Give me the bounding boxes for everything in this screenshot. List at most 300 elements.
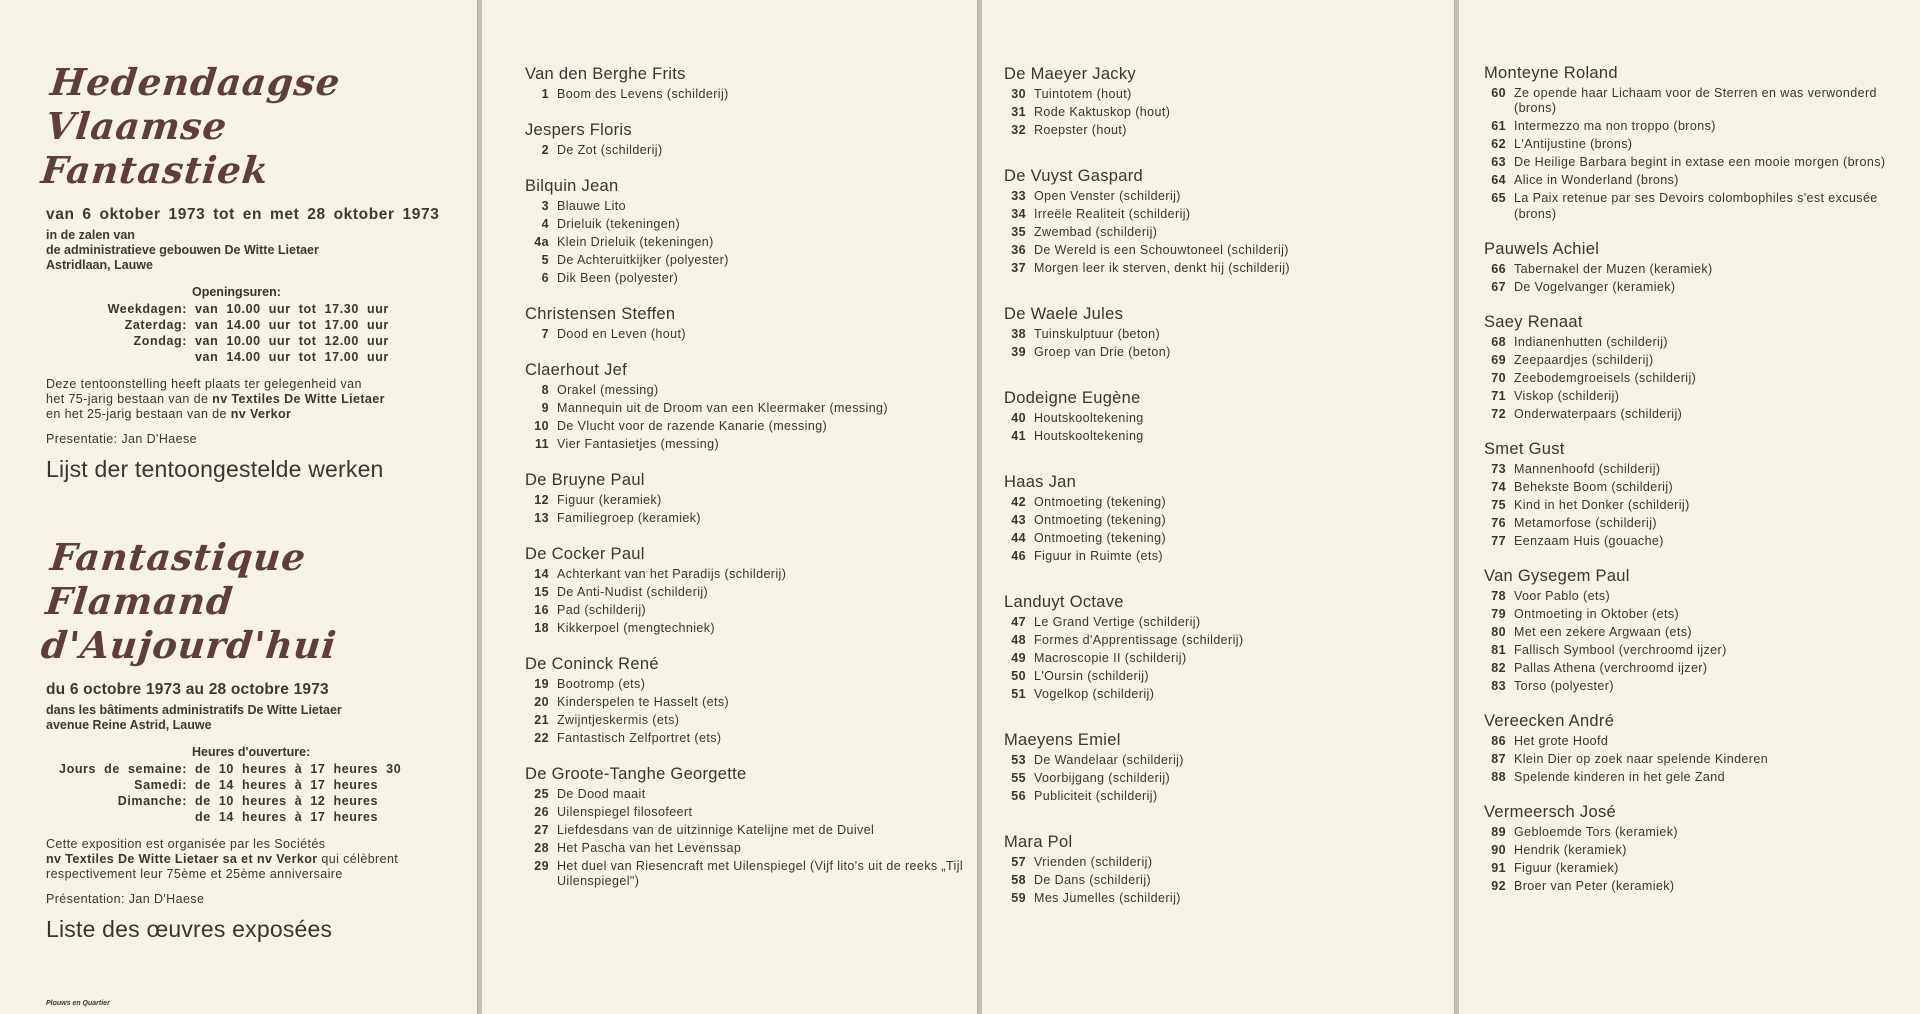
work-item — [525, 731, 965, 747]
work-title: Met een zekere Argwaan (ets) — [1514, 624, 1692, 639]
work-item — [525, 217, 965, 233]
work-title: L'Oursin (schilderij) — [1034, 668, 1149, 683]
catalogue-number: 46 — [1011, 548, 1026, 563]
artist-name: Van Gysegem Paul — [1484, 567, 1630, 585]
occasion-line: en het 25-jarig bestaan van de — [46, 407, 231, 421]
catalogue-number: 81 — [1491, 642, 1506, 657]
work-title: La Paix retenue par ses Devoirs colombophiles s'est excusée (brons) — [1514, 191, 1878, 221]
work-item — [1004, 345, 1444, 361]
catalogue-number: 28 — [534, 840, 549, 855]
hours-value: van 10.00 uur tot 17.30 uur — [195, 302, 389, 316]
work-item — [1484, 825, 1914, 841]
work-item — [525, 677, 965, 693]
work-item — [525, 437, 965, 453]
work-title: Publiciteit (schilderij) — [1034, 788, 1158, 803]
catalogue-number: 11 — [534, 436, 549, 451]
exhibition-dates: du 6 octobre 1973 au 28 octobre 1973 — [46, 681, 329, 698]
work-item — [1484, 191, 1914, 222]
dutch-intro — [39, 60, 446, 483]
work-title: Drieluik (tekeningen) — [557, 216, 681, 231]
work-title: Zwijntjeskermis (ets) — [557, 712, 680, 727]
catalogue-number: 55 — [1011, 770, 1026, 785]
work-item — [1484, 262, 1914, 278]
work-title: Figuur in Ruimte (ets) — [1034, 548, 1163, 563]
work-item — [1484, 389, 1914, 405]
work-title: Familiegroep (keramiek) — [557, 510, 701, 525]
work-title: Irreële Realiteit (schilderij) — [1034, 206, 1191, 221]
work-title: Vier Fantasietjes (messing) — [557, 436, 720, 451]
work-item — [1484, 589, 1914, 605]
opening-hours-table — [46, 761, 401, 825]
artist-name: Vereecken André — [1484, 712, 1615, 730]
catalogue-number: 8 — [541, 382, 549, 397]
work-title: Zeebodemgroeisels (schilderij) — [1514, 370, 1697, 385]
hours-label: Dimanche: — [117, 794, 187, 808]
work-item — [1484, 353, 1914, 369]
catalogue-number: 33 — [1011, 188, 1026, 203]
catalogue-number: 29 — [534, 858, 549, 873]
artist-entry — [1004, 592, 1444, 702]
work-title: Zwembad (schilderij) — [1034, 224, 1158, 239]
artist-entry — [525, 654, 965, 746]
company-names: nv Textiles De Witte Lietaer sa et nv Verkor — [46, 852, 318, 866]
hours-row — [46, 349, 389, 365]
catalogue-number: 87 — [1491, 751, 1506, 766]
hours-row — [46, 317, 389, 333]
work-title: Fallisch Symbool (verchroomd ijzer) — [1514, 642, 1727, 657]
hours-value: de 14 heures à 17 heures — [195, 778, 379, 792]
work-title: Morgen leer ik sterven, denkt hij (schilderij) — [1034, 260, 1290, 275]
artist-entry — [525, 764, 965, 890]
catalogue-number: 12 — [534, 492, 549, 507]
catalogue-number: 34 — [1011, 206, 1026, 221]
artist-entry — [1484, 439, 1914, 549]
artist-entry — [1484, 802, 1914, 894]
artist-name: Dodeigne Eugène — [1004, 389, 1141, 407]
occasion-line: qui célèbrent — [317, 852, 399, 866]
catalogue-number: 22 — [534, 730, 549, 745]
opening-hours-heading: Heures d'ouverture: — [192, 745, 311, 759]
work-title: Formes d'Apprentissage (schilderij) — [1034, 632, 1244, 647]
venue-line: avenue Reine Astrid, Lauwe — [46, 718, 212, 732]
work-item — [1484, 498, 1914, 514]
work-item — [525, 401, 965, 417]
work-title: Le Grand Vertige (schilderij) — [1034, 614, 1201, 629]
work-title: Het grote Hoofd — [1514, 733, 1609, 748]
catalogue-number: 47 — [1011, 614, 1026, 629]
catalogue-number: 64 — [1491, 173, 1506, 187]
work-item — [1484, 625, 1914, 641]
catalogue-number: 5 — [541, 252, 549, 267]
catalogue-number: 80 — [1491, 624, 1506, 639]
catalogue-number: 48 — [1011, 632, 1026, 647]
hours-value: van 10.00 uur tot 12.00 uur — [195, 334, 389, 348]
artist-entry — [525, 176, 965, 286]
hours-label: Jours de semaine: — [59, 762, 187, 776]
work-title: De Vlucht voor de razende Kanarie (messing) — [557, 418, 828, 433]
catalogue-number: 32 — [1011, 122, 1026, 137]
work-item — [1484, 843, 1914, 859]
work-item — [1484, 137, 1914, 153]
work-item — [1004, 123, 1444, 139]
work-title: Achterkant van het Paradijs (schilderij) — [557, 566, 787, 581]
work-title: Kinderspelen te Hasselt (ets) — [557, 694, 730, 709]
artist-entry — [525, 120, 965, 158]
artist-name: Jespers Floris — [525, 121, 632, 139]
hours-value: van 14.00 uur tot 17.00 uur — [195, 350, 389, 364]
artist-name: De Bruyne Paul — [525, 471, 645, 489]
venue — [46, 228, 446, 273]
catalogue-number: 27 — [534, 822, 549, 837]
work-item — [1484, 407, 1914, 423]
work-item — [525, 603, 965, 619]
work-item — [1484, 516, 1914, 532]
venue-line: de administratieve gebouwen De Witte Lietaer — [46, 243, 319, 257]
artist-entry — [1004, 832, 1444, 906]
company-name: nv Verkor — [230, 407, 292, 421]
work-item — [1004, 855, 1444, 871]
work-item — [1004, 651, 1444, 667]
work-title: Rode Kaktuskop (hout) — [1034, 104, 1171, 119]
work-title: Onderwaterpaars (schilderij) — [1514, 406, 1683, 421]
work-title: Zeepaardjes (schilderij) — [1514, 352, 1654, 367]
work-item — [525, 695, 965, 711]
artist-entry — [1004, 304, 1444, 360]
work-item — [1484, 371, 1914, 387]
work-item — [1484, 734, 1914, 750]
catalogue-number: 41 — [1011, 428, 1026, 443]
work-item — [1004, 891, 1444, 907]
hours-row — [46, 333, 389, 349]
artist-entry — [1004, 64, 1444, 138]
catalogue-number: 86 — [1491, 733, 1506, 748]
hours-label: Samedi: — [134, 778, 187, 792]
work-title: Pad (schilderij) — [557, 602, 647, 617]
work-title: De Vogelvanger (keramiek) — [1514, 279, 1676, 294]
work-title: Het Pascha van het Levenssap — [557, 840, 742, 855]
work-item — [525, 859, 965, 890]
venue-line: dans les bâtiments administratifs De Witte Lietaer — [46, 703, 342, 717]
artist-name: Pauwels Achiel — [1484, 240, 1600, 258]
hours-value: de 10 heures à 17 heures 30 — [195, 762, 402, 776]
work-title: Houtskooltekening — [1034, 410, 1144, 425]
work-title: De Achteruitkijker (polyester) — [557, 252, 729, 267]
catalogue-number: 57 — [1011, 854, 1026, 869]
catalogue-number: 3 — [541, 198, 549, 213]
work-title: Broer van Peter (keramiek) — [1514, 878, 1675, 893]
catalogue-number: 39 — [1011, 344, 1026, 359]
hours-label: Zaterdag: — [124, 318, 187, 332]
work-title: Ontmoeting (tekening) — [1034, 530, 1167, 545]
work-item — [1004, 495, 1444, 511]
work-title: Houtskooltekening — [1034, 428, 1144, 443]
catalogue-number: 49 — [1011, 650, 1026, 665]
work-title: Kind in het Donker (schilderij) — [1514, 497, 1690, 512]
artist-entry — [1004, 472, 1444, 564]
artist-name: De Vuyst Gaspard — [1004, 167, 1143, 185]
work-item — [1484, 661, 1914, 677]
catalogue-number: 60 — [1491, 85, 1506, 100]
work-title: Klein Dier op zoek naar spelende Kinderen — [1514, 751, 1769, 766]
dutch-title — [39, 60, 453, 192]
work-item — [1004, 87, 1444, 103]
work-title: De Dans (schilderij) — [1034, 872, 1152, 887]
catalogue-number: 67 — [1491, 279, 1506, 294]
work-title: Ontmoeting in Oktober (ets) — [1514, 606, 1680, 621]
artist-name: Landuyt Octave — [1004, 593, 1124, 611]
catalogue-number: 10 — [534, 418, 549, 433]
artist-entry — [1484, 239, 1914, 295]
catalogue-number: 53 — [1011, 752, 1026, 767]
catalogue-column-3 — [1458, 0, 1920, 1014]
work-title: Groep van Drie (beton) — [1034, 344, 1171, 359]
work-item — [525, 199, 965, 215]
work-item — [1484, 173, 1914, 189]
work-item — [525, 327, 965, 343]
work-item — [1004, 753, 1444, 769]
work-title: Tabernakel der Muzen (keramiek) — [1514, 261, 1713, 276]
work-item — [1004, 225, 1444, 241]
work-item — [1484, 679, 1914, 695]
work-title: De Heilige Barbara begint in extase een mooie morgen (brons) — [1514, 155, 1886, 169]
catalogue-number: 88 — [1491, 769, 1506, 784]
artist-entry — [1004, 388, 1444, 444]
title-line: d'Aujourd'hui — [39, 623, 340, 667]
catalogue-number: 75 — [1491, 497, 1506, 512]
work-title: Ontmoeting (tekening) — [1034, 494, 1167, 509]
catalogue-number: 69 — [1491, 352, 1506, 367]
work-title: De Wandelaar (schilderij) — [1034, 752, 1184, 767]
catalogue-number: 4 — [541, 216, 549, 231]
catalogue-number: 90 — [1491, 842, 1506, 857]
hours-label: Weekdagen: — [107, 302, 187, 316]
catalogue-number: 70 — [1491, 370, 1506, 385]
work-item — [525, 713, 965, 729]
work-title: Mes Jumelles (schilderij) — [1034, 890, 1181, 905]
work-item — [1004, 873, 1444, 889]
work-item — [1484, 280, 1914, 296]
catalogue-number: 78 — [1491, 588, 1506, 603]
work-title: De Dood maait — [557, 786, 646, 801]
work-item — [1484, 607, 1914, 623]
opening-hours-heading: Openingsuren: — [192, 285, 281, 299]
work-title: Roepster (hout) — [1034, 122, 1127, 137]
work-item — [1004, 513, 1444, 529]
work-title: De Wereld is een Schouwtoneel (schilderij) — [1034, 242, 1289, 257]
french-intro — [39, 535, 446, 943]
work-item — [525, 805, 965, 821]
catalogue-number: 74 — [1491, 479, 1506, 494]
catalogue-number: 31 — [1011, 104, 1026, 119]
artist-name: Monteyne Roland — [1484, 64, 1618, 82]
catalogue-number: 66 — [1491, 261, 1506, 276]
artist-entry — [1484, 312, 1914, 422]
work-item — [1484, 462, 1914, 478]
catalogue-column-2 — [981, 0, 1454, 1014]
catalogue-number: 91 — [1491, 860, 1506, 875]
artist-entry — [1484, 63, 1914, 222]
work-item — [1484, 861, 1914, 877]
work-title: Tuintotem (hout) — [1034, 86, 1132, 101]
catalogue-number: 50 — [1011, 668, 1026, 683]
catalogue-number: 83 — [1491, 678, 1506, 693]
catalogue-number: 21 — [534, 712, 549, 727]
exhibition-dates: van 6 oktober 1973 tot en met 28 oktober 1973 — [46, 206, 440, 223]
catalogue-number: 35 — [1011, 224, 1026, 239]
work-title: Spelende kinderen in het gele Zand — [1514, 769, 1725, 784]
artist-entry — [525, 64, 965, 102]
work-item — [1484, 335, 1914, 351]
work-title: Gebloemde Tors (keramiek) — [1514, 824, 1678, 839]
work-item — [525, 823, 965, 839]
artist-list — [1004, 64, 1444, 934]
artist-entry — [1484, 711, 1914, 785]
artist-name: De Maeyer Jacky — [1004, 65, 1136, 83]
artist-name: De Waele Jules — [1004, 305, 1124, 323]
work-item — [525, 87, 965, 103]
catalogue-number: 18 — [534, 620, 549, 635]
catalogue-number: 2 — [541, 142, 549, 157]
work-item — [525, 235, 965, 251]
work-item — [1004, 549, 1444, 565]
work-title: Figuur (keramiek) — [557, 492, 662, 507]
catalogue-number: 19 — [534, 676, 549, 691]
hours-value: de 14 heures à 17 heures — [195, 810, 379, 824]
artist-name: Mara Pol — [1004, 833, 1073, 851]
work-item — [1004, 669, 1444, 685]
hours-row — [46, 777, 401, 793]
work-title: Mannenhoofd (schilderij) — [1514, 461, 1661, 476]
french-title — [39, 535, 453, 667]
artist-list — [525, 64, 965, 908]
artist-name: Christensen Steffen — [525, 305, 676, 323]
catalogue-number: 63 — [1491, 155, 1506, 169]
work-title: Tuinskulptuur (beton) — [1034, 326, 1161, 341]
work-item — [525, 787, 965, 803]
catalogue-number: 4a — [534, 234, 549, 249]
title-line: Vlaamse — [43, 104, 230, 148]
work-title: Macroscopie II (schilderij) — [1034, 650, 1187, 665]
work-title: Intermezzo ma non troppo (brons) — [1514, 119, 1716, 133]
work-item — [1004, 633, 1444, 649]
work-title: Dik Been (polyester) — [557, 270, 679, 285]
artist-entry — [1484, 566, 1914, 694]
artist-name: De Coninck René — [525, 655, 659, 673]
work-item — [1004, 411, 1444, 427]
work-title: Blauwe Lito — [557, 198, 627, 213]
work-item — [1484, 879, 1914, 895]
occasion-line: respectivement leur 75ème et 25ème anniversaire — [46, 867, 343, 881]
catalogue-number: 44 — [1011, 530, 1026, 545]
work-item — [1004, 531, 1444, 547]
occasion-line: Deze tentoonstelling heeft plaats ter gelegenheid van — [46, 377, 362, 391]
artist-name: Bilquin Jean — [525, 177, 619, 195]
occasion-line: Cette exposition est organisée par les Sociétés — [46, 837, 326, 851]
work-item — [1004, 105, 1444, 121]
work-item — [1004, 189, 1444, 205]
hours-row — [46, 793, 401, 809]
work-title: Boom des Levens (schilderij) — [557, 86, 729, 101]
work-title: Kikkerpoel (mengtechniek) — [557, 620, 715, 635]
artist-name: De Cocker Paul — [525, 545, 645, 563]
catalogue-number: 1 — [541, 86, 549, 101]
work-title: Voorbijgang (schilderij) — [1034, 770, 1171, 785]
hours-label — [46, 349, 195, 365]
catalogue-number: 76 — [1491, 515, 1506, 530]
presentation-credit: Présentation: Jan D'Haese — [46, 892, 205, 906]
catalogue-number: 7 — [541, 326, 549, 341]
work-item — [1004, 261, 1444, 277]
work-title: Alice in Wonderland (brons) — [1514, 173, 1679, 187]
artist-entry — [525, 544, 965, 636]
work-item — [1004, 429, 1444, 445]
artist-entry — [525, 470, 965, 526]
catalogue-number: 20 — [534, 694, 549, 709]
artist-list — [1484, 63, 1914, 911]
work-title: Behekste Boom (schilderij) — [1514, 479, 1674, 494]
catalogue-number: 42 — [1011, 494, 1026, 509]
work-title: Hendrik (keramiek) — [1514, 842, 1627, 857]
work-title: Eenzaam Huis (gouache) — [1514, 533, 1664, 548]
work-title: Vogelkop (schilderij) — [1034, 686, 1155, 701]
work-item — [525, 419, 965, 435]
work-title: Figuur (keramiek) — [1514, 860, 1619, 875]
catalogue-number: 73 — [1491, 461, 1506, 476]
work-item — [525, 143, 965, 159]
occasion-text — [46, 377, 446, 422]
artist-name: Vermeersch José — [1484, 803, 1616, 821]
work-item — [525, 383, 965, 399]
work-title: Ontmoeting (tekening) — [1034, 512, 1167, 527]
catalogue-number: 58 — [1011, 872, 1026, 887]
venue — [46, 703, 446, 733]
catalogue-number: 62 — [1491, 137, 1506, 151]
hours-row — [46, 301, 389, 317]
catalogue-number: 71 — [1491, 388, 1506, 403]
artist-name: Van den Berghe Frits — [525, 65, 686, 83]
work-item — [1004, 615, 1444, 631]
work-title: Torso (polyester) — [1514, 678, 1614, 693]
work-item — [525, 567, 965, 583]
work-title: Klein Drieluik (tekeningen) — [557, 234, 714, 249]
works-list-heading: Lijst der tentoongestelde werken — [46, 456, 384, 482]
work-title: Mannequin uit de Droom van een Kleermaker (messing) — [557, 400, 888, 415]
title-line: Fantastique — [48, 535, 309, 579]
work-item — [1484, 770, 1914, 786]
work-item — [1004, 771, 1444, 787]
catalogue-number: 68 — [1491, 334, 1506, 349]
title-line: Fantastiek — [39, 148, 272, 192]
work-title: Orakel (messing) — [557, 382, 659, 397]
work-item — [1484, 119, 1914, 135]
catalogue-number: 9 — [541, 400, 549, 415]
catalogue-number: 89 — [1491, 824, 1506, 839]
catalogue-number: 77 — [1491, 533, 1506, 548]
catalogue-number: 26 — [534, 804, 549, 819]
work-title: Viskop (schilderij) — [1514, 388, 1620, 403]
catalogue-column-1 — [481, 0, 977, 1014]
hours-value: de 10 heures à 12 heures — [195, 794, 379, 808]
catalogue-number: 13 — [534, 510, 549, 525]
work-item — [1484, 480, 1914, 496]
works-list-heading: Liste des œuvres exposées — [46, 916, 333, 942]
catalogue-number: 61 — [1491, 119, 1506, 133]
catalogue-number: 38 — [1011, 326, 1026, 341]
catalogue-number: 82 — [1491, 660, 1506, 675]
work-item — [1004, 207, 1444, 223]
catalogue-number: 37 — [1011, 260, 1026, 275]
catalogue-number: 51 — [1011, 686, 1026, 701]
